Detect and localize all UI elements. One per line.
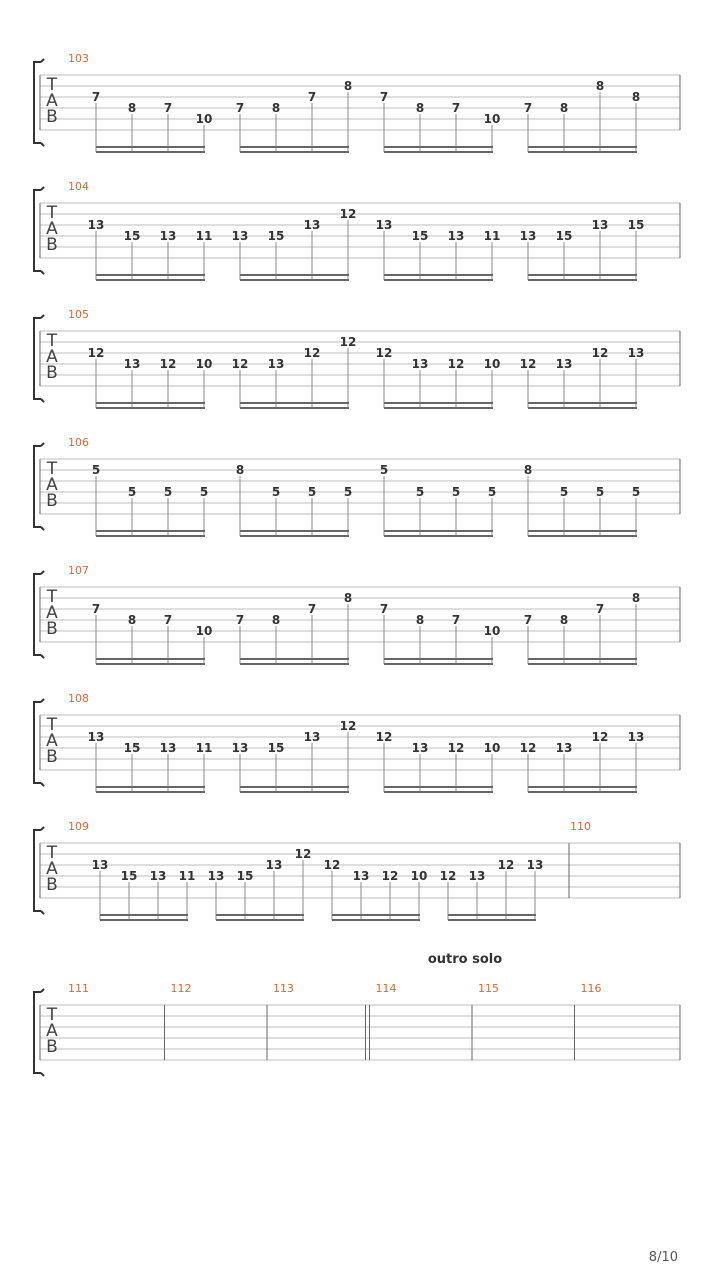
fret-number: 13 — [591, 218, 609, 232]
fret-number: 12 — [375, 730, 393, 744]
measure-number: 115 — [478, 982, 499, 995]
measure-number: 114 — [375, 982, 397, 995]
fret-number: 15 — [627, 218, 645, 232]
tab-clef-letter: B — [46, 619, 58, 639]
bracket-hook-top — [41, 315, 44, 318]
fret-number: 15 — [123, 229, 141, 243]
page-number: 8/10 — [648, 1250, 678, 1265]
tab-clef-letter: T — [46, 331, 58, 351]
fret-number: 13 — [468, 869, 486, 883]
fret-number: 5 — [343, 485, 353, 499]
fret-number: 15 — [411, 229, 429, 243]
fret-number: 8 — [343, 79, 353, 93]
fret-number: 7 — [595, 602, 605, 616]
fret-number: 7 — [163, 613, 173, 627]
fret-number: 5 — [559, 485, 569, 499]
fret-number: 10 — [410, 869, 428, 883]
bracket-hook-top — [41, 571, 44, 574]
tab-clef-letter: A — [46, 475, 58, 495]
fret-number: 11 — [483, 229, 501, 243]
fret-number: 15 — [267, 741, 285, 755]
fret-number: 7 — [379, 90, 389, 104]
fret-number: 8 — [559, 101, 569, 115]
bracket-hook-top — [41, 827, 44, 830]
tab-clef-letter: T — [46, 75, 58, 95]
tab-clef-letter: A — [46, 91, 58, 111]
bracket-hook-top — [41, 989, 44, 992]
fret-number: 5 — [163, 485, 173, 499]
measure-number: 106 — [68, 436, 89, 449]
bracket-hook-top — [41, 699, 44, 702]
tab-system — [34, 52, 680, 152]
tab-clef-letter: T — [46, 459, 58, 479]
fret-number: 7 — [91, 602, 101, 616]
fret-number: 12 — [375, 346, 393, 360]
tab-clef-letter: B — [46, 747, 58, 767]
measure-number: 109 — [68, 820, 89, 833]
section-label: outro solo — [427, 952, 503, 967]
fret-number: 12 — [303, 346, 321, 360]
tab-clef-letter: A — [46, 347, 58, 367]
bracket-hook-bottom — [41, 271, 44, 274]
fret-number: 8 — [559, 613, 569, 627]
tab-clef-letter: A — [46, 219, 58, 239]
fret-number: 13 — [375, 218, 393, 232]
fret-number: 13 — [159, 229, 177, 243]
fret-number: 7 — [523, 101, 533, 115]
bracket-hook-top — [41, 187, 44, 190]
fret-number: 5 — [199, 485, 209, 499]
fret-number: 8 — [631, 90, 641, 104]
fret-number: 13 — [159, 741, 177, 755]
fret-number: 12 — [439, 869, 457, 883]
fret-number: 12 — [447, 357, 465, 371]
fret-number: 13 — [303, 218, 321, 232]
bracket-hook-bottom — [41, 527, 44, 530]
fret-number: 10 — [483, 624, 501, 638]
fret-number: 12 — [447, 741, 465, 755]
fret-number: 8 — [343, 591, 353, 605]
tab-system — [34, 952, 680, 1076]
fret-number: 13 — [149, 869, 167, 883]
fret-number: 7 — [91, 90, 101, 104]
fret-number: 13 — [447, 229, 465, 243]
fret-number: 13 — [627, 346, 645, 360]
tab-clef-letter: A — [46, 731, 58, 751]
fret-number: 8 — [271, 613, 281, 627]
measure-number: 111 — [68, 982, 89, 995]
fret-number: 13 — [267, 357, 285, 371]
fret-number: 13 — [231, 741, 249, 755]
tab-clef-letter: T — [46, 1005, 58, 1025]
fret-number: 12 — [159, 357, 177, 371]
fret-number: 10 — [483, 741, 501, 755]
fret-number: 10 — [195, 112, 213, 126]
tab-clef-letter: B — [46, 107, 58, 127]
fret-number: 13 — [411, 741, 429, 755]
measure-number: 108 — [68, 692, 89, 705]
bracket-hook-bottom — [41, 783, 44, 786]
fret-number: 13 — [303, 730, 321, 744]
fret-number: 5 — [595, 485, 605, 499]
fret-number: 8 — [523, 463, 533, 477]
fret-number: 15 — [555, 229, 573, 243]
fret-number: 10 — [483, 112, 501, 126]
fret-number: 8 — [235, 463, 245, 477]
fret-number: 7 — [451, 101, 461, 115]
fret-number: 7 — [235, 101, 245, 115]
fret-number: 10 — [483, 357, 501, 371]
fret-number: 13 — [87, 218, 105, 232]
fret-number: 13 — [555, 357, 573, 371]
bracket-hook-bottom — [41, 1073, 44, 1076]
tab-system — [34, 308, 680, 408]
fret-number: 11 — [195, 229, 213, 243]
fret-number: 13 — [87, 730, 105, 744]
measure-number: 113 — [273, 982, 294, 995]
fret-number: 13 — [627, 730, 645, 744]
fret-number: 8 — [631, 591, 641, 605]
fret-number: 13 — [411, 357, 429, 371]
tab-system — [34, 180, 680, 280]
fret-number: 12 — [339, 719, 357, 733]
fret-number: 12 — [323, 858, 341, 872]
fret-number: 12 — [591, 730, 609, 744]
measure-number: 103 — [68, 52, 89, 65]
fret-number: 5 — [379, 463, 389, 477]
tab-clef-letter: B — [46, 235, 58, 255]
fret-number: 5 — [631, 485, 641, 499]
fret-number: 15 — [120, 869, 138, 883]
bracket-hook-bottom — [41, 655, 44, 658]
fret-number: 8 — [415, 101, 425, 115]
tab-clef-letter: T — [46, 203, 58, 223]
tab-clef-letter: A — [46, 603, 58, 623]
bracket-hook-top — [41, 443, 44, 446]
measure-number: 116 — [580, 982, 602, 995]
fret-number: 7 — [163, 101, 173, 115]
fret-number: 13 — [207, 869, 225, 883]
fret-number: 5 — [451, 485, 461, 499]
fret-number: 12 — [519, 357, 537, 371]
fret-number: 13 — [526, 858, 544, 872]
fret-number: 8 — [415, 613, 425, 627]
fret-number: 11 — [195, 741, 213, 755]
tab-clef-letter: A — [46, 1021, 58, 1041]
fret-number: 13 — [123, 357, 141, 371]
measure-number: 105 — [68, 308, 89, 321]
fret-number: 7 — [235, 613, 245, 627]
measure-number: 110 — [570, 820, 591, 833]
fret-number: 15 — [123, 741, 141, 755]
fret-number: 12 — [497, 858, 515, 872]
fret-number: 13 — [555, 741, 573, 755]
bracket-hook-top — [41, 59, 44, 62]
bracket-hook-bottom — [41, 911, 44, 914]
fret-number: 13 — [231, 229, 249, 243]
fret-number: 8 — [127, 101, 137, 115]
fret-number: 5 — [91, 463, 101, 477]
fret-number: 12 — [339, 207, 357, 221]
fret-number: 7 — [307, 90, 317, 104]
fret-number: 7 — [379, 602, 389, 616]
tab-system — [34, 564, 680, 664]
fret-number: 10 — [195, 624, 213, 638]
fret-number: 13 — [519, 229, 537, 243]
fret-number: 5 — [271, 485, 281, 499]
measure-number: 112 — [170, 982, 192, 995]
fret-number: 12 — [591, 346, 609, 360]
fret-number: 5 — [415, 485, 425, 499]
tab-system — [34, 820, 680, 920]
bracket-hook-bottom — [41, 143, 44, 146]
fret-number: 13 — [352, 869, 370, 883]
fret-number: 8 — [127, 613, 137, 627]
tab-clef-letter: B — [46, 363, 58, 383]
tab-clef-letter: T — [46, 715, 58, 735]
fret-number: 5 — [127, 485, 137, 499]
fret-number: 12 — [294, 847, 312, 861]
fret-number: 12 — [381, 869, 399, 883]
tab-clef-letter: T — [46, 587, 58, 607]
fret-number: 8 — [595, 79, 605, 93]
tab-clef-letter: T — [46, 843, 58, 863]
measure-number: 107 — [68, 564, 89, 577]
fret-number: 7 — [307, 602, 317, 616]
fret-number: 11 — [178, 869, 196, 883]
bracket-hook-bottom — [41, 399, 44, 402]
fret-number: 12 — [87, 346, 105, 360]
fret-number: 13 — [265, 858, 283, 872]
fret-number: 15 — [236, 869, 254, 883]
fret-number: 5 — [487, 485, 497, 499]
measure-number: 104 — [68, 180, 89, 193]
fret-number: 7 — [451, 613, 461, 627]
fret-number: 12 — [231, 357, 249, 371]
tab-clef-letter: A — [46, 859, 58, 879]
tab-system — [34, 436, 680, 536]
tab-clef-letter: B — [46, 1037, 58, 1057]
fret-number: 12 — [519, 741, 537, 755]
tab-clef-letter: B — [46, 875, 58, 895]
tab-system — [34, 692, 680, 792]
fret-number: 13 — [91, 858, 109, 872]
fret-number: 12 — [339, 335, 357, 349]
fret-number: 8 — [271, 101, 281, 115]
fret-number: 5 — [307, 485, 317, 499]
fret-number: 10 — [195, 357, 213, 371]
fret-number: 15 — [267, 229, 285, 243]
fret-number: 7 — [523, 613, 533, 627]
tab-clef-letter: B — [46, 491, 58, 511]
